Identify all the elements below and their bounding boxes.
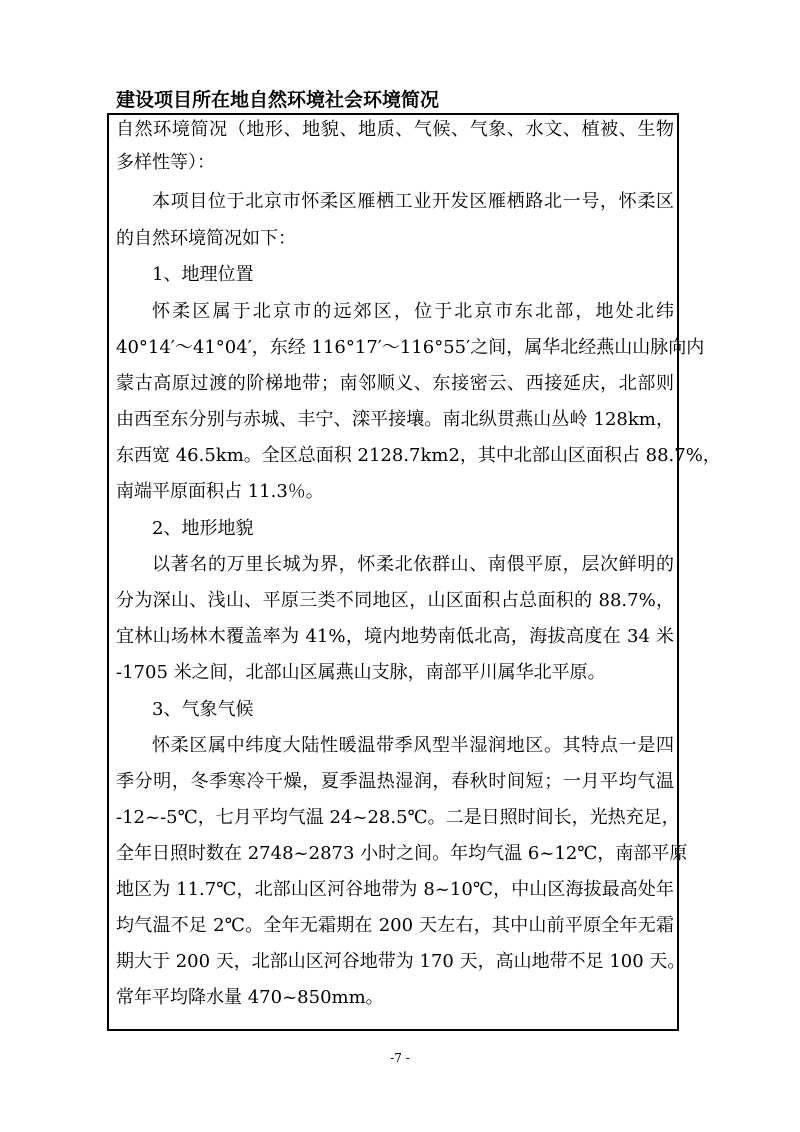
text-line: 南端平原面积占 11.3％。 xyxy=(116,481,324,502)
text-line: 怀柔区属于北京市的远郊区，位于北京市东北部，地处北纬 xyxy=(152,301,674,322)
text-line: 自然环境简况（地形、地貌、地质、气候、气象、水文、植被、生物 xyxy=(116,119,674,140)
page-number: -7 - xyxy=(390,1051,410,1065)
text-line: -12~-5℃，七月平均气温 24~28.5℃。二是日照时间长，光热充足， xyxy=(116,807,680,828)
text-line: 蒙古高原过渡的阶梯地带；南邻顺义、东接密云、西接延庆，北部则 xyxy=(116,373,674,394)
subheading-climate: 3、气象气候 xyxy=(152,699,254,720)
text-line: 常年平均降水量 470~850mm。 xyxy=(116,987,384,1008)
text-line: -1705 米之间，北部山区属燕山支脉，南部平川属华北平原。 xyxy=(116,662,606,683)
text-line: 均气温不足 2℃。全年无霜期在 200 天左右，其中山前平原全年无霜 xyxy=(116,915,674,936)
subheading-geography: 1、地理位置 xyxy=(152,264,254,285)
text-line: 本项目位于北京市怀柔区雁栖工业开发区雁栖路北一号，怀柔区 xyxy=(152,191,674,212)
text-line: 40°14′～41°04′，东经 116°17′～116°55′之间，属华北经燕山山脉向内 xyxy=(116,337,705,358)
subheading-terrain: 2、地形地貌 xyxy=(152,518,254,539)
text-line: 由西至东分别与赤城、丰宁、滦平接壤。南北纵贯燕山丛岭 128km， xyxy=(116,409,674,430)
text-line: 全年日照时数在 2748~2873 小时之间。年均气温 6~12℃，南部平原 xyxy=(116,843,688,864)
text-line: 分为深山、浅山、平原三类不同地区，山区面积占总面积的 88.7%， xyxy=(116,590,674,611)
text-line: 宜林山场林木覆盖率为 41%，境内地势南低北高，海拔高度在 34 米 xyxy=(116,626,674,647)
text-line: 季分明，冬季寒冷干燥，夏季温热湿润，春秋时间短；一月平均气温 xyxy=(116,771,674,792)
text-line: 怀柔区属中纬度大陆性暖温带季风型半湿润地区。其特点一是四 xyxy=(152,735,674,756)
text-line: 多样性等）： xyxy=(116,152,215,173)
section-title: 建设项目所在地自然环境社会环境简况 xyxy=(116,89,440,111)
text-line: 期大于 200 天，北部山区河谷地带为 170 天，高山地带不足 100 天。 xyxy=(116,951,686,972)
text-line: 的自然环境简况如下： xyxy=(116,228,296,249)
text-line: 东西宽 46.5km。全区总面积 2128.7km2，其中北部山区面积占 88.7%， xyxy=(116,445,721,466)
text-line: 地区为 11.7℃，北部山区河谷地带为 8~10℃，中山区海拔最高处年 xyxy=(116,879,674,900)
text-line: 以著名的万里长城为界，怀柔北依群山、南偎平原，层次鲜明的 xyxy=(152,554,674,575)
